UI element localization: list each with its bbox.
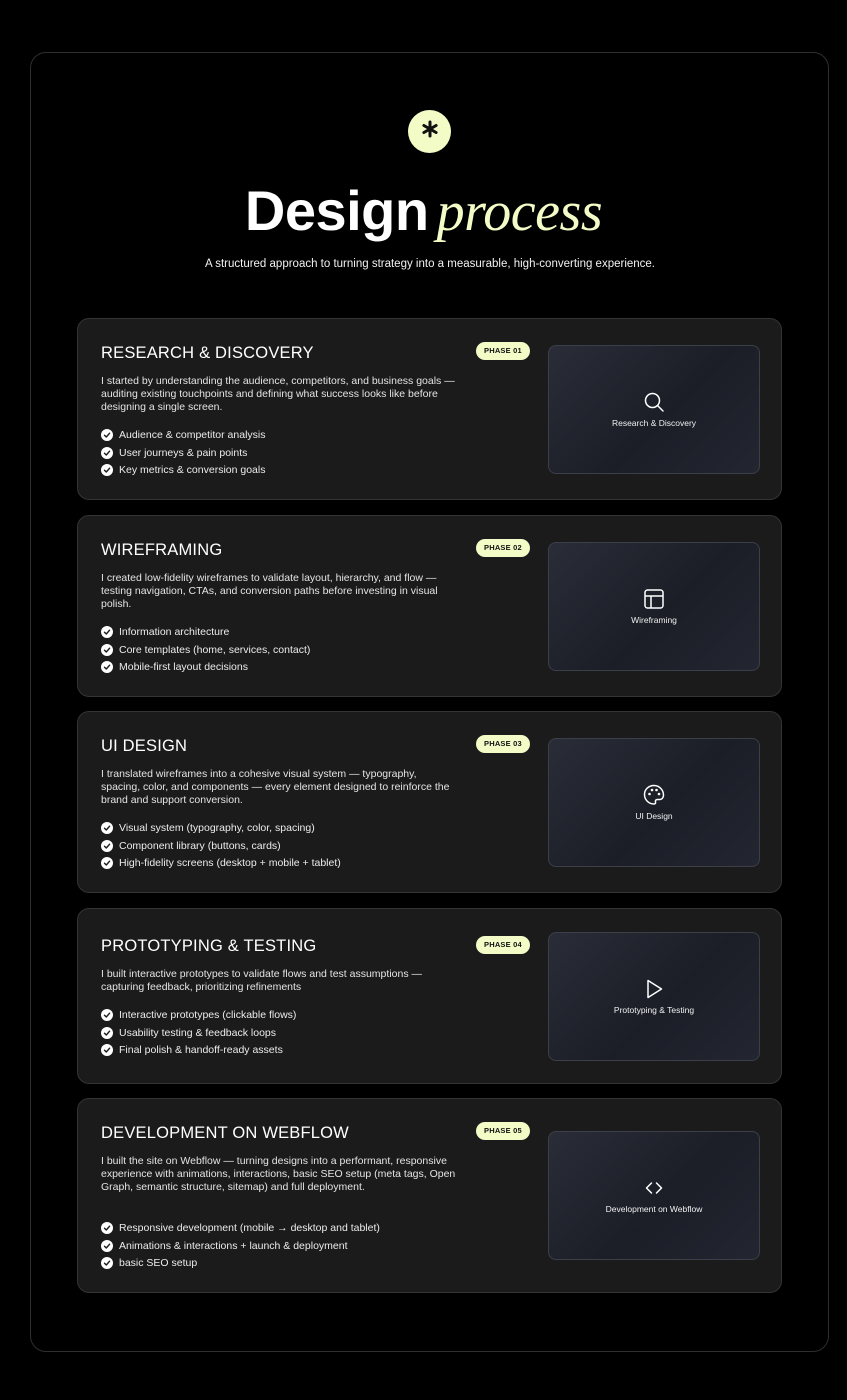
phase-title: UI DESIGN (101, 737, 188, 755)
title-main: Design (244, 179, 429, 242)
list-item-label: High-fidelity screens (desktop + mobile + tablet) (119, 857, 341, 870)
phase-description: I built the site on Webflow — turning designs into a performant, responsive experience with animations, interactions, basic SEO setup (meta tags, Open Graph, semantic structure, sitemap) and full deployment. (101, 1155, 456, 1193)
phase-preview (548, 345, 760, 474)
search-icon (642, 390, 666, 414)
check-icon (101, 1027, 113, 1039)
list-item-label: basic SEO setup (119, 1257, 198, 1270)
list-item (101, 461, 266, 479)
list-item (101, 1006, 296, 1024)
check-icon (101, 822, 113, 834)
title-accent: process (436, 181, 603, 243)
phase-preview (548, 542, 760, 671)
phase-preview (548, 932, 760, 1061)
list-item (101, 426, 266, 444)
list-item (101, 837, 341, 855)
list-item (101, 658, 310, 676)
phase-checklist (101, 819, 341, 872)
preview-label: Wireframing (631, 615, 677, 625)
page-title (0, 176, 847, 247)
phase-badge: PHASE 04 (476, 936, 530, 954)
phase-badge: PHASE 03 (476, 735, 530, 753)
phase-title: DEVELOPMENT ON WEBFLOW (101, 1124, 349, 1142)
list-item-label: Key metrics & conversion goals (119, 464, 266, 477)
phase-description: I started by understanding the audience, competitors, and business goals — auditing existing touchpoints and defining what success looks like before designing a single screen. (101, 375, 455, 413)
list-item (101, 819, 341, 837)
check-icon (101, 857, 113, 869)
list-item (101, 1041, 296, 1059)
phase-checklist (101, 623, 310, 676)
list-item (101, 1254, 380, 1272)
check-icon (101, 1044, 113, 1056)
phase-checklist (101, 1006, 296, 1059)
check-icon (101, 447, 113, 459)
list-item (101, 854, 341, 872)
list-item (101, 444, 266, 462)
list-item-label: Usability testing & feedback loops (119, 1026, 277, 1039)
check-icon (101, 1222, 113, 1234)
phase-checklist (101, 426, 266, 479)
check-icon (101, 1009, 113, 1021)
list-item-label: User journeys & pain points (119, 446, 248, 459)
check-icon (101, 626, 113, 638)
list-item-label: Interactive prototypes (clickable flows) (119, 1008, 297, 1021)
page-subtitle: A structured approach to turning strategy into a measurable, high-converting experience. (204, 258, 656, 270)
check-icon (101, 661, 113, 673)
list-item-label: Mobile-first layout decisions (119, 661, 248, 674)
list-item (101, 1024, 296, 1042)
phase-description: I translated wireframes into a cohesive visual system — typography, spacing, color, and components — every element designed to reinforce the brand and support conversion. (101, 768, 450, 806)
list-item (101, 1237, 380, 1255)
phase-preview (548, 738, 760, 867)
phase-description: I built interactive prototypes to validate flows and test assumptions — capturing feedback, prioritizing refinements (101, 968, 422, 993)
preview-label: Prototyping & Testing (613, 1005, 695, 1015)
list-item-label: Core templates (home, services, contact) (119, 643, 311, 656)
check-icon (101, 1240, 113, 1252)
check-icon (101, 644, 113, 656)
check-icon (101, 840, 113, 852)
palette-icon (642, 783, 666, 807)
list-item-label: Information architecture (119, 625, 230, 638)
phase-card-research (77, 318, 782, 500)
asterisk-icon (421, 120, 439, 143)
check-icon (101, 1257, 113, 1269)
phase-title: PROTOTYPING & TESTING (101, 937, 317, 955)
preview-label: UI Design (635, 811, 673, 821)
phase-card-ui-design (77, 711, 782, 893)
phase-card-development (77, 1098, 782, 1293)
phase-badge: PHASE 01 (476, 342, 530, 360)
preview-label: Development on Webflow (605, 1204, 703, 1214)
code-icon (642, 1176, 666, 1200)
list-item-label: Component library (buttons, cards) (119, 839, 281, 852)
asterisk-badge (408, 110, 451, 153)
preview-label: Research & Discovery (611, 418, 697, 428)
check-icon (101, 464, 113, 476)
list-item-label: Final polish & handoff-ready assets (119, 1044, 283, 1057)
phase-card-wireframing (77, 515, 782, 697)
list-item-label: Visual system (typography, color, spacing) (119, 821, 315, 834)
phase-badge: PHASE 02 (476, 539, 530, 557)
list-item (101, 623, 310, 641)
phase-badge: PHASE 05 (476, 1122, 530, 1140)
list-item-label: Audience & competitor analysis (119, 428, 266, 441)
list-item (101, 641, 310, 659)
phase-title: WIREFRAMING (101, 541, 223, 559)
phase-preview (548, 1131, 760, 1260)
play-icon (642, 977, 666, 1001)
phase-title: RESEARCH & DISCOVERY (101, 344, 314, 362)
list-item-label: Animations & interactions + launch & deployment (119, 1239, 348, 1252)
phase-checklist (101, 1219, 380, 1272)
check-icon (101, 429, 113, 441)
phase-card-prototyping (77, 908, 782, 1084)
list-item-label: Responsive development (mobile → desktop and tablet) (119, 1221, 380, 1234)
list-item (101, 1219, 380, 1237)
layout-icon (642, 587, 666, 611)
phase-description: I created low-fidelity wireframes to validate layout, hierarchy, and flow — testing navigation, CTAs, and conversion paths before investing in visual polish. (101, 572, 438, 610)
